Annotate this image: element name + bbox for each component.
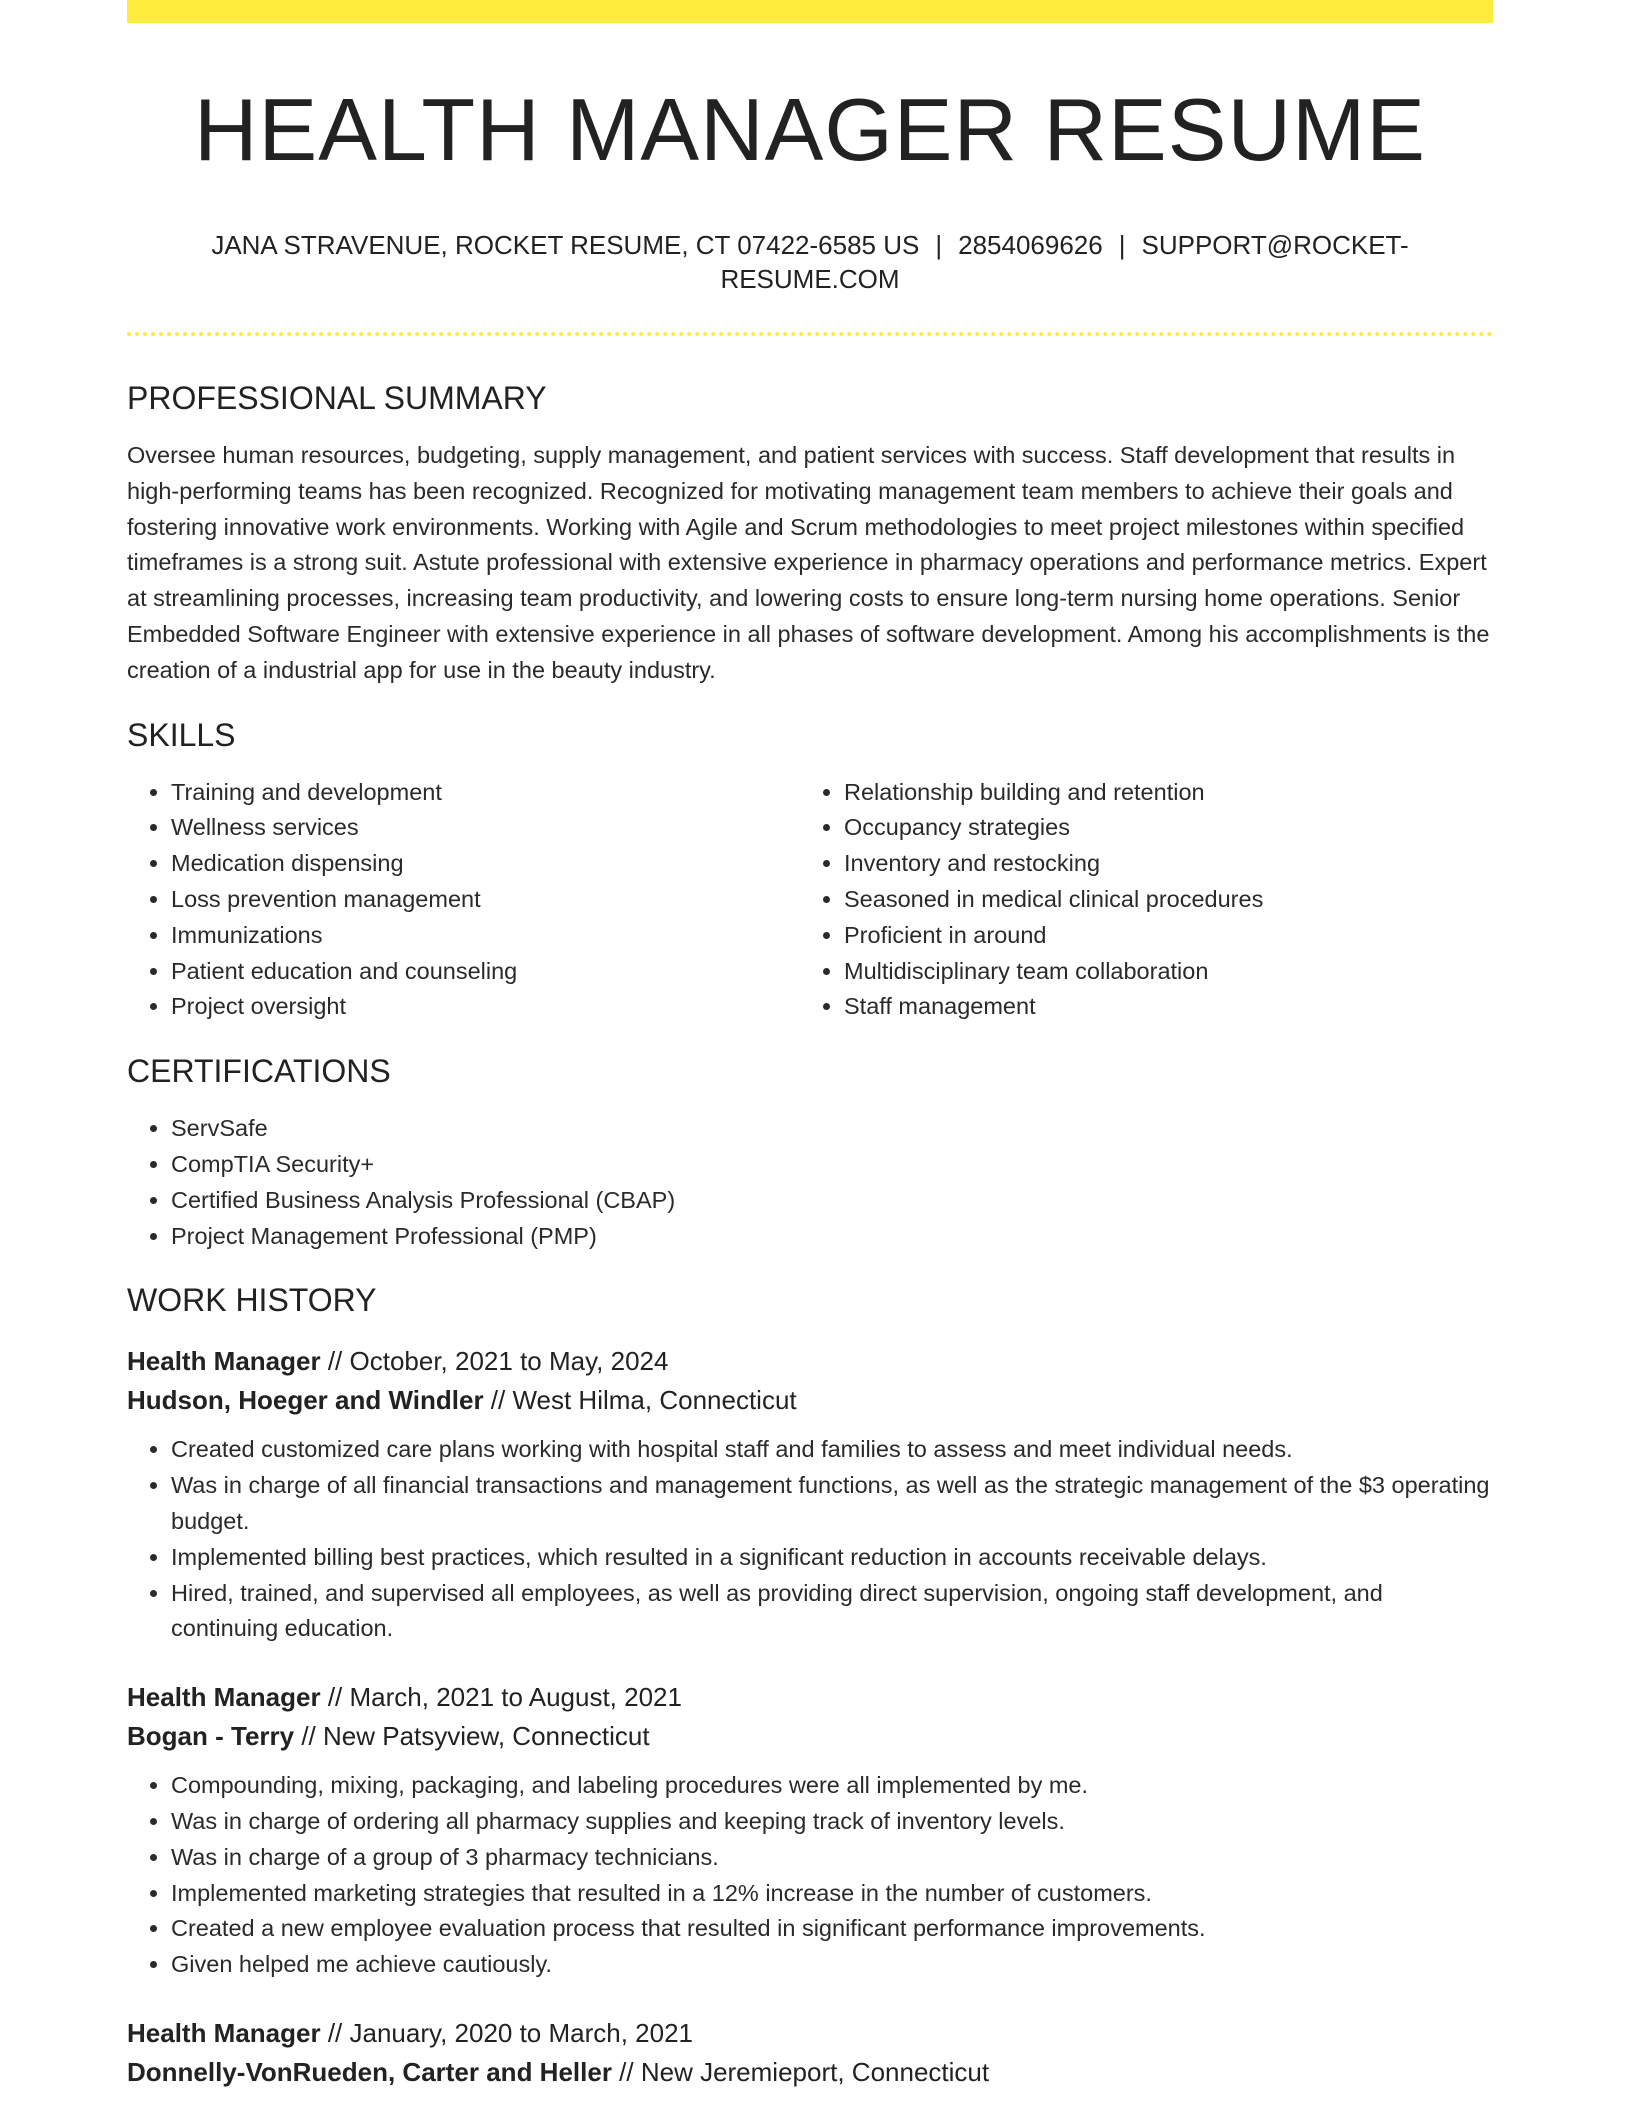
job-bullet: • Given helped me achieve cautiously. (171, 1947, 1493, 1983)
job-title-line (127, 1678, 1493, 1717)
skill-item: • Patient education and counseling (171, 954, 800, 990)
skill-item: • Staff management (844, 989, 1473, 1025)
skill-item: • Immunizations (171, 918, 800, 954)
job-dates: // March, 2021 to August, 2021 (320, 1682, 682, 1713)
job-bullet: • Compounding, mixing, packaging, and labeling procedures were all implemented by me. (171, 1768, 1493, 1804)
job-company-line (127, 2053, 1493, 2092)
skill-item: • Inventory and restocking (844, 846, 1473, 882)
contact-separator: | (935, 230, 943, 260)
contact-email: SUPPORT@ROCKET-RESUME.COM (720, 230, 1409, 294)
work-history-heading: WORK HISTORY (127, 1282, 377, 1319)
job-company-line (127, 1717, 1493, 1756)
job-bullet: • Was in charge of a group of 3 pharmacy technicians. (171, 1840, 1493, 1876)
job-bullet: • Hired, trained, and supervised all employees, as well as providing direct supervision, ongoing staff development, and continuing education. (171, 1576, 1493, 1648)
skill-item: • Multidisciplinary team collaboration (844, 954, 1473, 990)
certification-item: • Certified Business Analysis Professional (CBAP) (171, 1183, 1493, 1219)
contact-separator: | (1118, 230, 1126, 260)
job-bullet: • Implemented marketing strategies that resulted in a 12% increase in the number of customers. (171, 1876, 1493, 1912)
job-bullet: • Implemented billing best practices, which resulted in a significant reduction in accounts receivable delays. (171, 1540, 1493, 1576)
job-entry (127, 1342, 1493, 1647)
summary-heading: PROFESSIONAL SUMMARY (127, 380, 547, 416)
job-title-line (127, 2014, 1493, 2053)
job-title: Health Manager (127, 1346, 321, 1377)
skills-grid (127, 775, 1493, 1026)
contact-line (127, 228, 1493, 296)
job-dates: // October, 2021 to May, 2024 (320, 1346, 669, 1377)
skill-item: • Training and development (171, 775, 800, 811)
certification-item: • CompTIA Security+ (171, 1147, 1493, 1183)
certifications-heading: CERTIFICATIONS (127, 1053, 391, 1090)
resume-title: HEALTH MANAGER RESUME (194, 80, 1426, 179)
skill-item: • Medication dispensing (171, 846, 800, 882)
contact-phone: 2854069626 (958, 230, 1103, 260)
job-bullets (127, 1768, 1493, 1983)
skill-item: • Proficient in around (844, 918, 1473, 954)
skill-item: • Loss prevention management (171, 882, 800, 918)
skill-item: • Seasoned in medical clinical procedures (844, 882, 1473, 918)
resume-content (127, 0, 1493, 2092)
dotted-divider (127, 332, 1493, 336)
job-location: // New Patsyview, Connecticut (294, 1721, 650, 1752)
certification-item: • ServSafe (171, 1111, 1493, 1147)
job-location: // West Hilma, Connecticut (483, 1385, 797, 1416)
job-bullets (127, 1432, 1493, 1647)
job-title-line (127, 1342, 1493, 1381)
skills-list-right (800, 775, 1473, 1026)
job-dates: // January, 2020 to March, 2021 (320, 2017, 694, 2048)
skill-item: • Wellness services (171, 810, 800, 846)
certification-item: • Project Management Professional (PMP) (171, 1219, 1493, 1255)
contact-address: JANA STRAVENUE, ROCKET RESUME, CT 07422-6585 US (211, 230, 920, 260)
job-entry (127, 1678, 1493, 1983)
job-bullet: • Created customized care plans working with hospital staff and families to assess and meet individual needs. (171, 1432, 1493, 1468)
job-bullet: • Created a new employee evaluation process that resulted in significant performance improvements. (171, 1911, 1493, 1947)
job-location: // New Jeremieport, Connecticut (611, 2056, 990, 2087)
skills-heading: SKILLS (127, 716, 236, 753)
skill-item: • Relationship building and retention (844, 775, 1473, 811)
job-company: Bogan - Terry (127, 1721, 295, 1752)
job-title: Health Manager (127, 2017, 321, 2048)
job-bullet: • Was in charge of all financial transactions and management functions, as well as the strategic management of the $3 operating budget. (171, 1468, 1493, 1540)
skills-list-left (127, 775, 800, 1026)
job-title: Health Manager (127, 1682, 321, 1713)
job-company: Hudson, Hoeger and Windler (127, 1385, 484, 1416)
summary-text: Oversee human resources, budgeting, supply management, and patient services with success. Staff development that results in high-performing teams has been recognized. Recognized for motivating management team members to achieve their goals and fostering innovative work environments. Working with Agile and Scrum methodologies to meet project milestones within specified timeframes is a strong suit. Astute professional with extensive experience in pharmacy operations and performance metrics. Expert at streamlining processes, increasing team productivity, and lowering costs to ensure long-term nursing home operations. Senior Embedded Software Engineer with extensive experience in all phases of software development. Among his accomplishments is the creation of a industrial app for use in the beauty industry. (127, 442, 1490, 683)
certifications-list (127, 1111, 1493, 1254)
skill-item: • Occupancy strategies (844, 810, 1473, 846)
job-bullet: • Was in charge of ordering all pharmacy supplies and keeping track of inventory levels. (171, 1804, 1493, 1840)
job-company: Donnelly-VonRueden, Carter and Heller (127, 2056, 612, 2087)
skill-item: • Project oversight (171, 989, 800, 1025)
job-company-line (127, 1381, 1493, 1420)
job-entry (127, 2014, 1493, 2092)
